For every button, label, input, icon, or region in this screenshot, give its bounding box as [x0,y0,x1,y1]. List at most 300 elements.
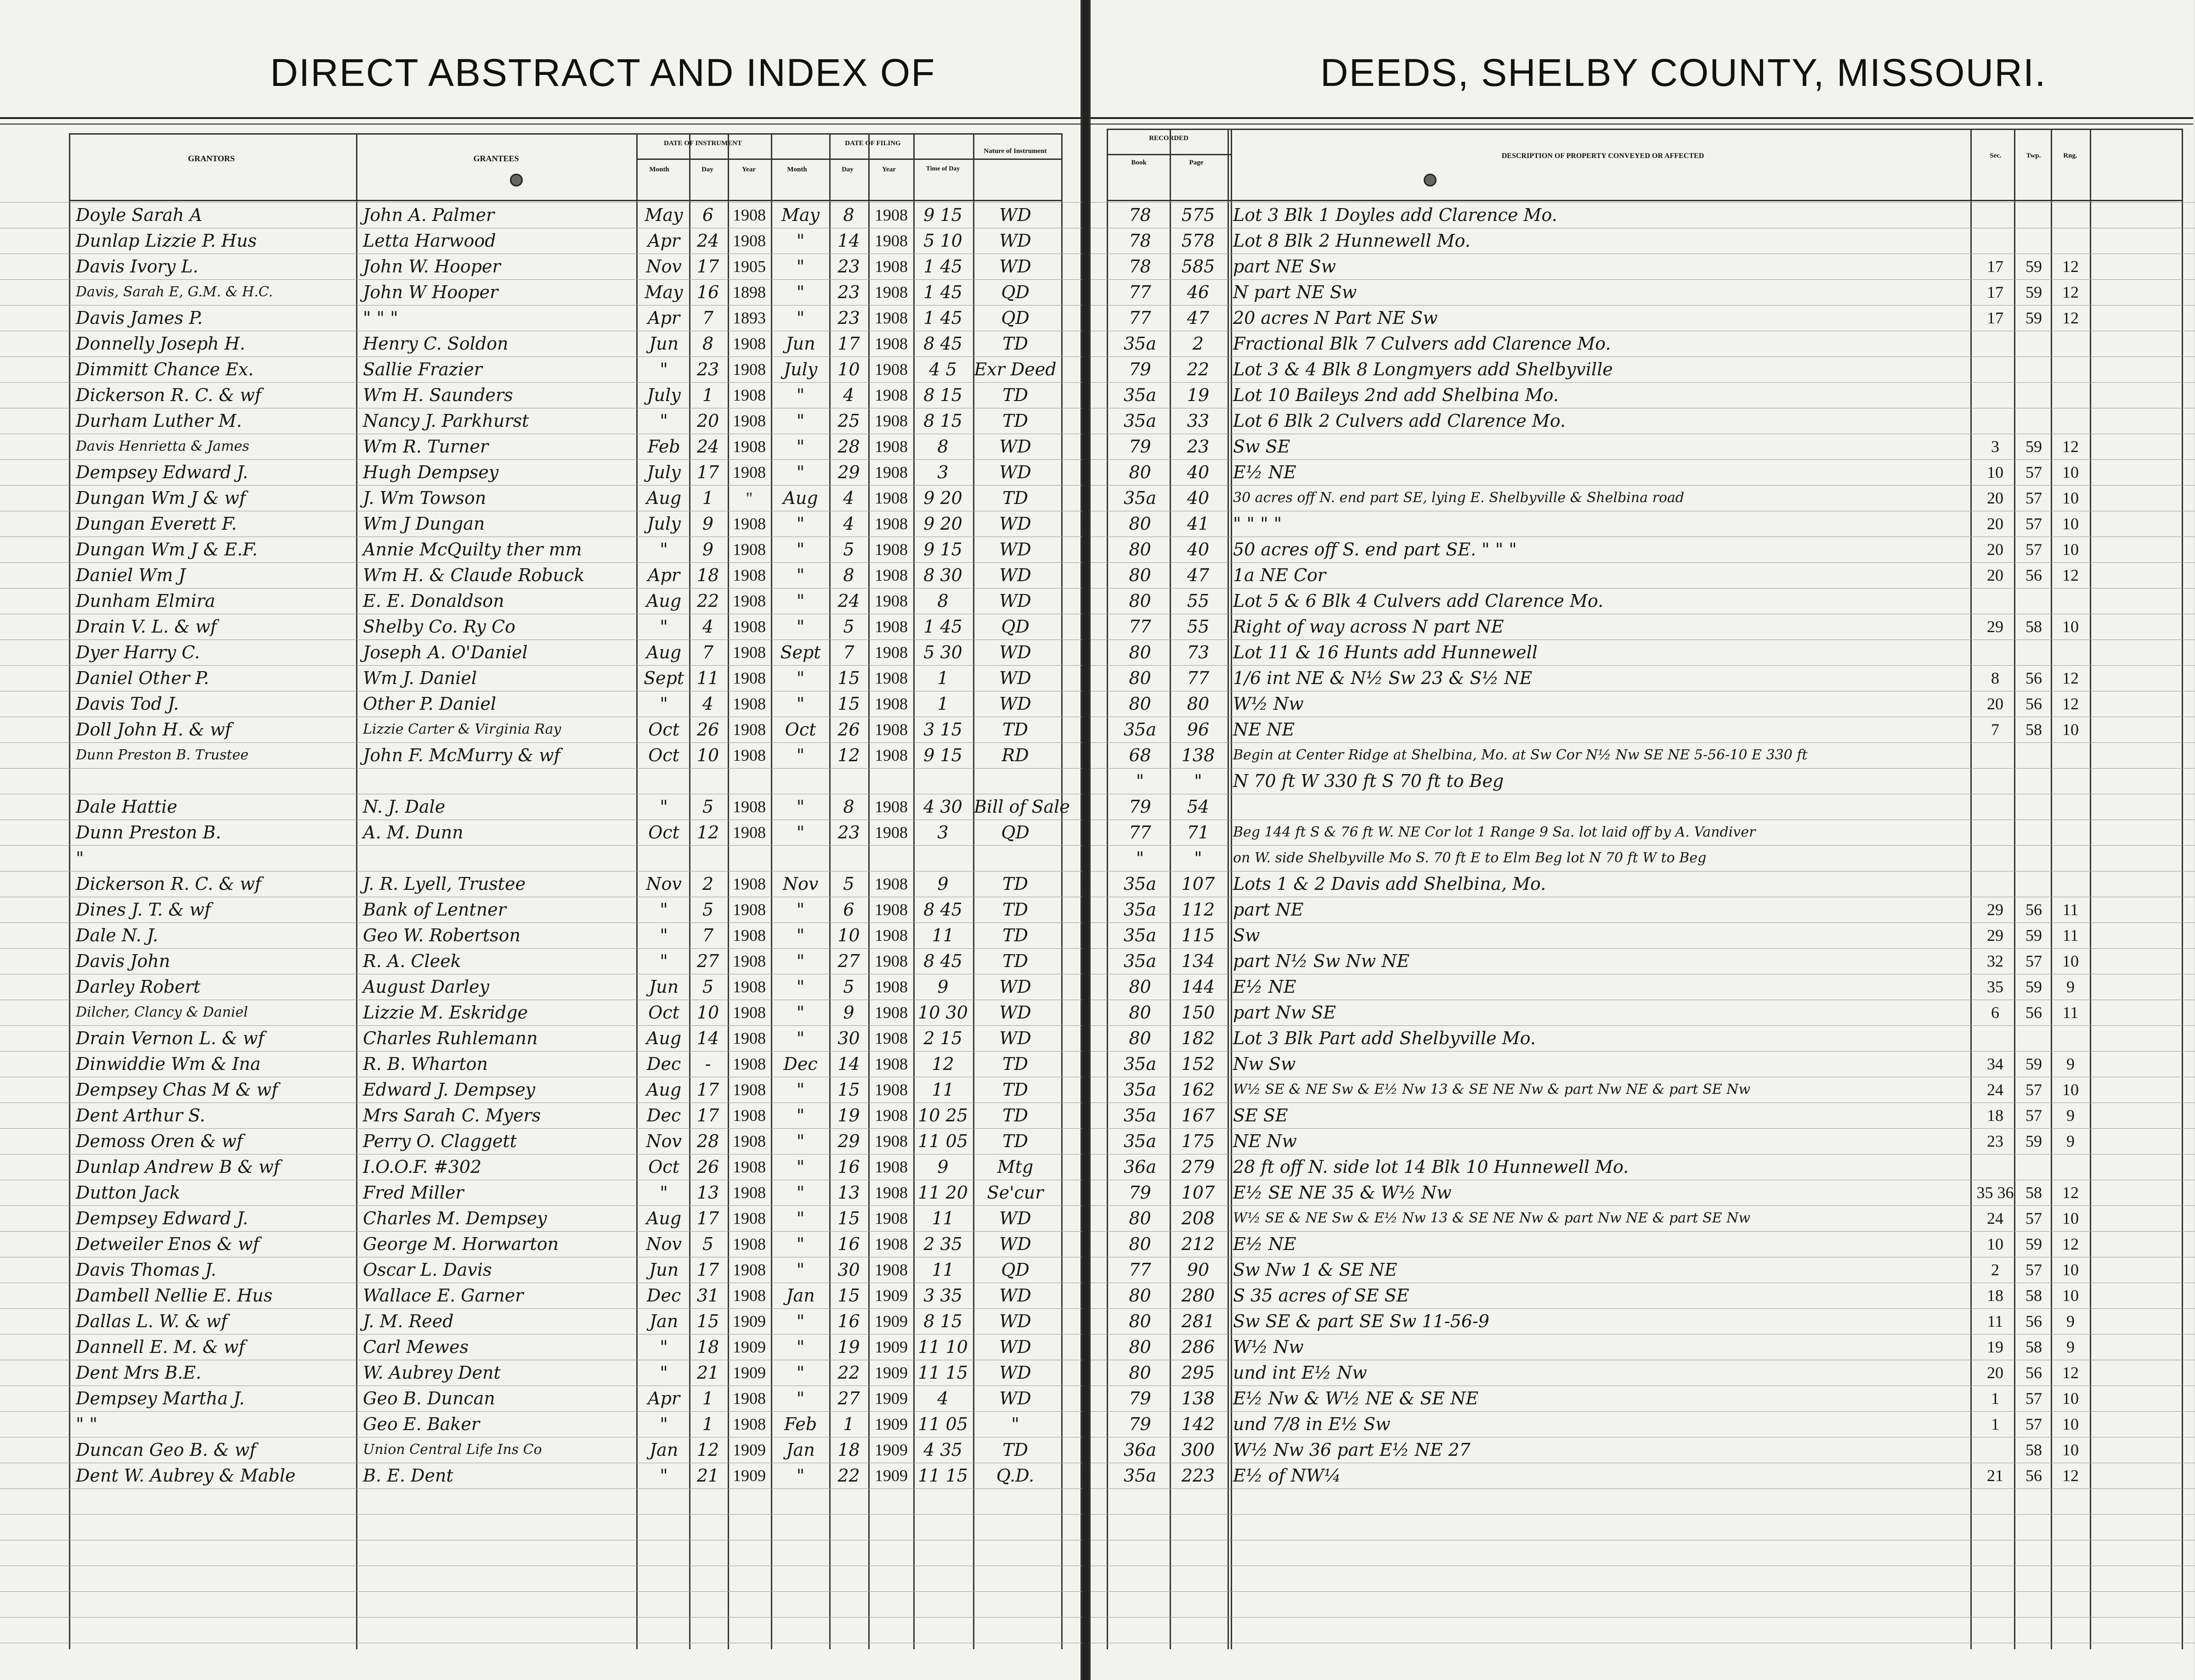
inst-month-cell: Jun [649,977,679,997]
inst-year-cell: 1909 [733,1312,766,1330]
filing-year-cell: 1908 [875,1158,908,1176]
inst-day-cell: 7 [702,925,714,945]
inst-month-cell: Apr [648,308,680,328]
grantee-cell: Sallie Frazier [363,359,482,379]
inst-year-cell: 1905 [733,257,766,276]
book-cell: 77 [1129,822,1151,843]
filing-day-cell: 5 [843,874,854,894]
sec-cell: 35 [1987,978,2003,996]
row-rule [1091,1051,2195,1052]
grantee-cell: Wm H. & Claude Robuck [363,565,585,585]
grantee-cell: Shelby Co. Ry Co [363,617,515,637]
inst-year-cell: 1908 [733,669,766,687]
filing-time-cell: 11 20 [918,1182,968,1203]
sec-cell: 17 [1987,257,2003,276]
nature-cell: WD [999,565,1031,585]
twp-cell: 57 [2025,1261,2042,1279]
title-rule [0,117,1081,124]
inst-month-cell: Oct [648,1157,679,1177]
nature-cell: WD [999,1363,1031,1383]
filing-year-cell: 1909 [875,1415,908,1433]
twp-cell: 56 [2025,669,2042,687]
rng-cell: 10 [2062,952,2079,970]
filing-day-cell: 15 [837,668,860,688]
inst-year-cell: 1908 [733,1261,766,1279]
grantee-cell: Carl Mewes [363,1337,469,1357]
filing-day-cell: 1 [843,1414,854,1434]
filing-month-cell: " [796,231,805,251]
grantee-cell: Oscar L. Davis [363,1260,492,1280]
sec-cell: 20 [1987,566,2003,584]
inst-month-cell: July [647,514,681,534]
filing-day-cell: 6 [843,899,854,920]
rng-cell: 10 [2062,720,2079,739]
filing-day-cell: 5 [843,617,854,637]
filing-year-cell: 1908 [875,463,908,481]
filing-year-cell: 1908 [875,1209,908,1227]
row-rule [0,1591,1082,1592]
row-rule [0,1488,1082,1489]
page-cell: 19 [1187,385,1210,405]
left-column-rule [1061,133,1063,1649]
grantee-cell: R. A. Cleek [363,951,461,971]
filing-year-cell: 1908 [875,386,908,404]
row-rule [1091,1488,2195,1489]
nature-cell: WD [999,977,1031,997]
inst-day-cell: 4 [702,617,714,637]
row-rule [0,742,1082,743]
row-rule [1091,1128,2195,1129]
rng-cell: 10 [2062,489,2079,507]
inst-day-cell: 1 [702,385,714,405]
filing-month-cell: Sept [780,642,821,662]
nature-cell: WD [999,668,1031,688]
filing-day-cell: 30 [837,1028,860,1048]
rng-cell: 10 [2062,1209,2079,1227]
filing-time-cell: 1 45 [923,617,962,637]
description-cell: 1/6 int NE & N½ Sw 23 & S½ NE [1233,668,1533,688]
grantor-cell: Dyer Harry C. [76,642,200,662]
book-cell: 80 [1129,539,1151,560]
row-rule [0,665,1082,666]
filing-day-cell: 10 [837,359,860,379]
grantee-cell: Hugh Dempsey [363,462,499,482]
filing-year-cell: 1909 [875,1466,908,1485]
filing-year-cell: 1908 [875,334,908,353]
book-cell: 80 [1129,1337,1151,1357]
description-header: DESCRIPTION OF PROPERTY CONVEYED OR AFFECTED [1501,152,1704,160]
filing-year-cell: 1908 [875,1055,908,1073]
filing-month-cell: " [796,977,805,997]
page-cell: 280 [1181,1285,1215,1306]
twp-cell: 59 [2025,1055,2042,1073]
inst-month-cell: Oct [648,822,679,843]
nature-cell: RD [1001,745,1029,765]
filing-month-cell: " [796,1157,805,1177]
page-cell: 40 [1187,462,1210,482]
rng-cell: 12 [2062,1466,2079,1485]
rng-cell: 12 [2062,437,2079,456]
filing-day-cell: 5 [843,539,854,560]
filing-month-cell: " [796,1028,805,1048]
grantor-cell: Daniel Wm J [76,565,186,585]
description-cell: E½ Nw & W½ NE & SE NE [1233,1388,1479,1408]
inst-month-cell: " [660,951,668,971]
twp-cell: 58 [2025,1441,2042,1459]
inst-month-cell: Oct [648,1002,679,1023]
filing-month-cell: " [796,1234,805,1254]
left-page-title: DIRECT ABSTRACT AND INDEX OF [270,51,936,94]
inst-day-header: Day [701,166,713,173]
description-cell: 1a NE Cor [1233,565,1326,585]
inst-year-cell: 1909 [733,1363,766,1382]
twp-cell: 56 [2025,1466,2042,1485]
inst-year-cell: 1908 [733,798,766,816]
nature-cell: QD [1001,308,1030,328]
inst-year-cell: 1893 [733,309,766,327]
filing-time-cell: 4 5 [929,359,957,379]
filing-day-cell: 7 [843,642,854,662]
inst-month-cell: May [645,282,683,302]
row-rule [0,459,1082,460]
row-rule [0,1617,1082,1618]
grantee-cell: J. Wm Towson [363,488,487,508]
filing-time-cell: 5 10 [923,231,962,251]
rng-cell: 12 [2062,566,2079,584]
twp-cell: 56 [2025,900,2042,919]
row-rule [0,1411,1082,1412]
filing-time-cell: 1 45 [923,256,962,277]
row-rule [0,1025,1082,1026]
grantee-cell: Nancy J. Parkhurst [363,411,529,431]
twp-cell: 59 [2025,309,2042,327]
inst-day-cell: 1 [702,1388,714,1408]
grantor-cell: Dunn Preston B. [76,822,221,843]
inst-month-cell: Apr [648,231,680,251]
page-cell: 41 [1187,514,1210,534]
inst-day-cell: 2 [702,874,714,894]
filing-day-cell: 30 [837,1260,860,1280]
book-cell: 80 [1129,1285,1151,1306]
filing-month-cell: " [796,539,805,560]
grantor-cell: Darley Robert [76,977,201,997]
inst-year-cell: 1908 [733,978,766,996]
rng-cell: 12 [2062,695,2079,713]
sec-cell: 8 [1991,669,1999,687]
nature-cell: QD [1001,282,1030,302]
description-cell: N part NE Sw [1233,282,1357,302]
sec-cell: 29 [1987,617,2003,636]
inst-day-cell: 26 [696,1157,719,1177]
inst-month-cell: " [660,1337,668,1357]
right-page-title: DEEDS, SHELBY COUNTY, MISSOURI. [1320,51,2047,94]
inst-year-cell: 1908 [733,206,766,224]
twp-cell: 57 [2025,489,2042,507]
grantor-cell: Dunlap Andrew B & wf [76,1157,280,1177]
sec-cell: 20 [1987,489,2003,507]
description-cell: Sw [1233,925,1260,945]
twp-cell: 57 [2025,1209,2042,1227]
nature-cell: TD [1002,1440,1028,1460]
filing-year-cell: 1908 [875,643,908,662]
page-cell: 115 [1181,925,1215,945]
filing-time-cell: 9 20 [923,514,962,534]
description-cell: Lot 3 & 4 Blk 8 Longmyers add Shelbyville [1233,359,1613,379]
sec-cell: 35 36 [1976,1183,2014,1202]
filing-year-cell: 1908 [875,798,908,816]
nature-cell: WD [999,1234,1031,1254]
inst-year-cell: 1908 [733,1132,766,1150]
filing-time-cell: 8 [937,591,949,611]
row-rule [0,768,1082,769]
page-cell: 77 [1187,668,1210,688]
sec-header: Sec. [1990,152,2002,159]
book-cell: 77 [1129,282,1151,302]
rng-cell: 10 [2062,515,2079,533]
inst-day-cell: 7 [702,308,714,328]
grantee-cell: J. R. Lyell, Trustee [363,874,526,894]
grantor-cell: Donnelly Joseph H. [76,334,245,354]
filing-time-cell: 4 35 [923,1440,962,1460]
filing-year-cell: 1908 [875,1132,908,1150]
filing-year-cell: 1908 [875,952,908,970]
sec-cell: 11 [1987,1312,2003,1330]
filing-month-cell: " [796,1337,805,1357]
filing-month-cell: Jan [786,1285,815,1306]
grantor-cell: Dutton Jack [76,1182,181,1203]
filing-month-cell: " [796,694,805,714]
filing-month-cell: " [796,822,805,843]
inst-day-cell: 23 [696,359,719,379]
twp-cell: 59 [2025,257,2042,276]
inst-year-cell: 1908 [733,566,766,584]
row-rule [1091,845,2195,846]
grantor-cell: Dunham Elmira [76,591,215,611]
left-column-rule [69,133,70,1649]
grantor-cell: Dannell E. M. & wf [76,1337,245,1357]
description-cell: part NE [1233,899,1304,920]
description-cell: 50 acres off S. end part SE. " " " [1233,539,1517,560]
book-header: Book [1131,159,1147,166]
twp-cell: 59 [2025,926,2042,945]
rng-cell: 12 [2062,1183,2079,1202]
page-cell: 96 [1187,719,1210,740]
filing-time-cell: 11 [932,925,954,945]
grantee-cell: Wm H. Saunders [363,385,513,405]
twp-cell: 58 [2025,1338,2042,1356]
grantor-cell: Dent Mrs B.E. [76,1363,202,1383]
grantee-cell: George M. Horwarton [363,1234,559,1254]
inst-year-cell: 1908 [733,386,766,404]
grantee-cell: Letta Harwood [363,231,496,251]
book-cell: 79 [1129,797,1151,817]
description-cell: Lot 3 Blk Part add Shelbyville Mo. [1233,1028,1536,1048]
sec-cell: 20 [1987,515,2003,533]
filing-day-cell: 15 [837,1080,860,1100]
filing-time-cell: 10 25 [918,1105,968,1126]
inst-year-cell: 1908 [733,746,766,764]
filing-time-cell: 8 15 [923,411,962,431]
filing-time-cell: 11 15 [918,1363,968,1383]
page-cell: 22 [1187,359,1210,379]
filing-day-cell: 23 [837,256,860,277]
filing-time-cell: 3 15 [923,719,962,740]
sec-cell: 18 [1987,1106,2003,1125]
filing-month-cell: Dec [783,1054,818,1074]
header-top-line [1107,129,2182,130]
nature-cell: TD [1002,385,1028,405]
grantor-cell: Dilcher, Clancy & Daniel [76,1004,248,1020]
sec-cell: 1 [1991,1389,1999,1408]
inst-day-cell: 18 [696,565,719,585]
inst-year-cell: 1908 [733,1158,766,1176]
grantee-cell: Wm J Dungan [363,514,485,534]
inst-month-cell: " [660,899,668,920]
row-rule [0,1051,1082,1052]
description-cell: " " " " [1233,514,1282,534]
filing-month-cell: " [796,308,805,328]
page-cell: " [1194,848,1202,868]
filing-year-cell: 1908 [875,592,908,610]
inst-day-cell: 6 [702,205,714,225]
filing-time-cell: 8 45 [923,334,962,354]
filing-day-cell: 23 [837,822,860,843]
description-cell: SE SE [1233,1105,1288,1126]
filing-time-cell: 8 30 [923,565,962,585]
twp-cell: 56 [2025,566,2042,584]
grantor-cell: Dunn Preston B. Trustee [76,747,249,763]
inst-year-cell: 1908 [733,1235,766,1253]
filing-month-cell: " [796,668,805,688]
inst-month-cell: " [660,411,668,431]
grantor-cell: Davis James P. [76,308,203,328]
description-cell: und int E½ Nw [1233,1363,1367,1383]
grantee-cell: E. E. Donaldson [363,591,504,611]
book-cell: " [1136,771,1144,791]
grantor-cell: Dempsey Edward J. [76,1208,249,1228]
inst-day-cell: 24 [696,436,719,457]
row-rule [1091,562,2195,563]
page-cell: 138 [1181,1388,1215,1408]
inst-day-cell: 17 [696,1080,719,1100]
row-rule [1091,922,2195,923]
inst-day-cell: 9 [702,514,714,534]
inst-day-cell: 17 [696,1105,719,1126]
description-cell: Right of way across N part NE [1233,617,1504,637]
filing-month-cell: Aug [783,488,818,508]
inst-month-cell: Apr [648,1388,680,1408]
inst-month-cell: Jan [649,1311,679,1331]
description-cell: Lots 1 & 2 Davis add Shelbina, Mo. [1233,874,1546,894]
rng-cell: 10 [2062,1415,2079,1433]
book-cell: 79 [1129,359,1151,379]
book-cell: 35a [1123,385,1156,405]
book-cell: 80 [1129,668,1151,688]
page-cell: 134 [1181,951,1215,971]
page-cell: 167 [1181,1105,1215,1126]
rng-cell: 11 [2062,900,2079,919]
nature-cell: TD [1002,899,1028,920]
inst-day-cell: 5 [702,797,714,817]
grantor-cell: Dimmitt Chance Ex. [76,359,254,379]
page-cell: 300 [1181,1440,1215,1460]
grantor-cell: Dinwiddie Wm & Ina [76,1054,261,1074]
page-cell: 212 [1181,1234,1215,1254]
filing-year-cell: 1909 [875,1441,908,1459]
nature-cell: WD [999,1388,1031,1408]
grantee-cell: August Darley [363,977,489,997]
nature-cell: TD [1002,874,1028,894]
page-cell: 281 [1181,1311,1215,1331]
filing-year-cell: 1908 [875,206,908,224]
sec-cell: 20 [1987,540,2003,559]
filing-day-cell: 16 [837,1157,860,1177]
filing-year-cell: 1908 [875,1106,908,1125]
sec-cell: 19 [1987,1338,2003,1356]
inst-day-cell: 24 [696,231,719,251]
inst-month-cell: " [660,359,668,379]
header-bottom-line [1107,200,2182,201]
filing-month-cell: " [796,385,805,405]
twp-cell: 58 [2025,1286,2042,1305]
inst-month-cell: Jun [649,1260,679,1280]
header-mid-line [636,158,1061,160]
filing-day-cell: 8 [843,565,854,585]
filing-day-cell: 14 [837,231,860,251]
row-rule [1091,1591,2195,1592]
twp-cell: 57 [2025,1389,2042,1408]
header-mid-line [1107,154,1231,155]
grantee-cell: Henry C. Soldon [363,334,509,354]
book-cell: 80 [1129,642,1151,662]
filing-month-cell: " [796,1311,805,1331]
filing-month-cell: " [796,617,805,637]
header-top-line [69,133,1061,135]
filing-month-cell: " [796,951,805,971]
row-rule [0,922,1082,923]
book-cell: 80 [1129,1234,1151,1254]
filing-time-cell: 9 20 [923,488,962,508]
inst-month-cell: Dec [646,1285,681,1306]
filing-time-cell: 1 45 [923,282,962,302]
page-cell: 585 [1181,256,1215,277]
sec-cell: 2 [1991,1261,1999,1279]
rng-cell: 12 [2062,257,2079,276]
nature-cell: TD [1002,1105,1028,1126]
page-cell: 295 [1181,1363,1215,1383]
filing-month-cell: " [796,565,805,585]
book-cell: 80 [1129,1311,1151,1331]
sec-cell: 7 [1991,720,1999,739]
row-rule [1091,1025,2195,1026]
book-cell: 79 [1129,436,1151,457]
twp-cell: 57 [2025,540,2042,559]
sec-cell: 24 [1987,1209,2003,1227]
filing-year-cell: 1908 [875,412,908,430]
description-cell: Lot 10 Baileys 2nd add Shelbina Mo. [1233,385,1559,405]
description-cell: Lot 6 Blk 2 Culvers add Clarence Mo. [1233,411,1566,431]
row-rule [1091,768,2195,769]
inst-year-cell: 1908 [733,1080,766,1099]
twp-cell: 59 [2025,437,2042,456]
row-rule [0,639,1082,640]
filing-month-cell: July [783,359,818,379]
filing-day-cell: 17 [837,334,860,354]
filing-month-cell: " [796,282,805,302]
grantor-cell: Dallas L. W. & wf [76,1311,228,1331]
sec-cell: 17 [1987,309,2003,327]
book-cell: 80 [1129,565,1151,585]
